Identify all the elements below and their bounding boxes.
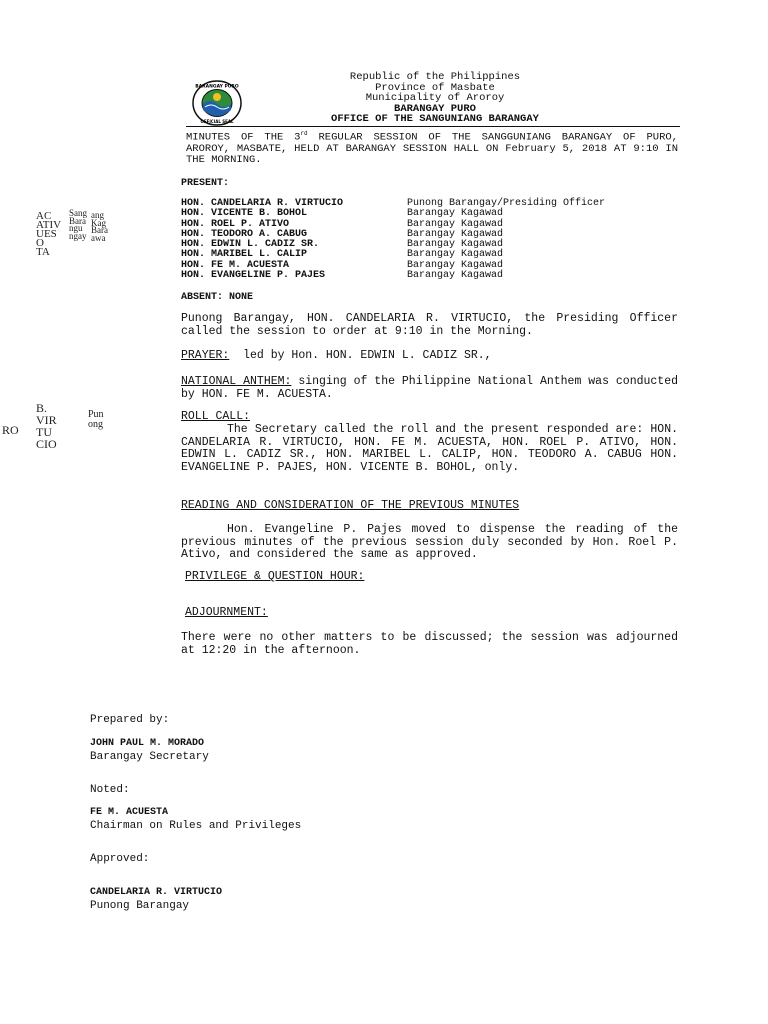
list-item: HON. MARIBEL L. CALIP Barangay Kagawad [181, 249, 504, 261]
list-item: HON. TEODORO A. CABUG Barangay Kagawad [181, 228, 504, 240]
header-rule [186, 126, 680, 127]
approved-block [90, 887, 222, 912]
opening-paragraph: Punong Barangay, HON. CANDELARIA R. VIRTUCIO, the Presiding Officer called the session to order at 9:10 in the Morning. [181, 312, 678, 338]
header-province: Province of Masbate [375, 81, 495, 94]
barangay-seal [192, 80, 242, 126]
prepared-title: Barangay Secretary [90, 750, 209, 763]
margin-fragment-5: B. VIR TU CIO [36, 401, 57, 451]
header-block [250, 72, 620, 125]
minutes-intro: MINUTES OF THE 3rd REGULAR SESSION OF THE SANGGUNIANG BARANGAY OF PURO, AROROY, MASBATE, HELD AT BARANGAY SESSION HALL ON February 5, 2018 AT 9:10 IN THE MORNING. [186, 130, 678, 166]
rollcall-paragraph: The Secretary called the roll and the present responded are: HON. CANDELARIA R. VIRTUCIO, HON. FE M. ACUESTA, HON. ROEL P. ATIVO, HON. EDWIN L. CADIZ SR., HON. MARIBEL L. CALIP, HON. TEODORO A. CABUG HON. EVANGELINE P. PAJES, HON. VICENTE B. BOHOL, only. [181, 423, 678, 474]
present-list [181, 199, 681, 281]
approved-label: Approved: [90, 853, 150, 865]
rollcall-heading: ROLL CALL: [181, 410, 251, 423]
prepared-label: Prepared by: [90, 714, 170, 726]
header-republic: Republic of the Philippines [349, 71, 521, 83]
margin-fragment-6: Pun ong [88, 409, 104, 430]
list-item: HON. ROEL P. ATIVO Barangay Kagawad [181, 218, 504, 230]
margin-fragment-3: ang Kag Bara awa [91, 210, 108, 243]
noted-label: Noted: [90, 784, 130, 796]
list-item: HON. EVANGELINE P. PAJES Barangay Kagawad [181, 270, 504, 282]
seal-bottom-text: OFFICIAL SEAL [200, 119, 234, 124]
seal-top-text: BARANGAY PURO [195, 84, 239, 90]
privilege-heading: PRIVILEGE & QUESTION HOUR: [185, 570, 365, 583]
adjournment-paragraph: There were no other matters to be discussed; the session was adjourned at 12:20 in the afternoon. [181, 631, 678, 657]
present-label: PRESENT: [181, 178, 230, 189]
margin-fragment-2: Sang Bara ngu ngay [69, 208, 87, 241]
prepared-name: JOHN PAUL M. MORADO [90, 738, 205, 749]
header-barangay: BARANGAY PURO [394, 102, 476, 115]
adjournment-heading: ADJOURNMENT: [185, 606, 268, 619]
noted-title: Chairman on Rules and Privileges [90, 819, 302, 832]
prayer-paragraph: PRAYER: led by Hon. HON. EDWIN L. CADIZ SR., [181, 349, 492, 362]
seal-icon [192, 80, 242, 126]
list-item: HON. EDWIN L. CADIZ SR. Barangay Kagawad [181, 239, 504, 251]
approved-title: Punong Barangay [90, 899, 190, 912]
absent-line: ABSENT: NONE [181, 292, 254, 303]
noted-name: FE M. ACUESTA [90, 807, 169, 818]
header-municipality: Municipality of Aroroy [365, 92, 505, 104]
anthem-paragraph: NATIONAL ANTHEM: singing of the Philippine National Anthem was conducted by HON. FE M. ACUESTA. [181, 375, 678, 401]
list-item: HON. VICENTE B. BOHOL Barangay Kagawad [181, 208, 504, 220]
header-office: OFFICE OF THE SANGUNIANG BARANGAY [331, 113, 539, 125]
noted-block [90, 807, 301, 832]
margin-fragment-4: RO [2, 423, 19, 437]
list-item: HON. CANDELARIA R. VIRTUCIO Punong Barangay/Presiding Officer [181, 198, 606, 209]
approved-name: CANDELARIA R. VIRTUCIO [90, 887, 223, 898]
margin-fragment-1: AC ATIV UES O TA [36, 210, 62, 258]
reading-heading: READING AND CONSIDERATION OF THE PREVIOUS MINUTES [181, 499, 520, 512]
reading-paragraph: Hon. Evangeline P. Pajes moved to dispense the reading of the previous minutes of the previous session duly seconded by Hon. Roel P. Ativo, and considered the same as approved. [181, 523, 678, 561]
list-item: HON. FE M. ACUESTA Barangay Kagawad [181, 259, 504, 271]
prepared-block [90, 738, 209, 763]
